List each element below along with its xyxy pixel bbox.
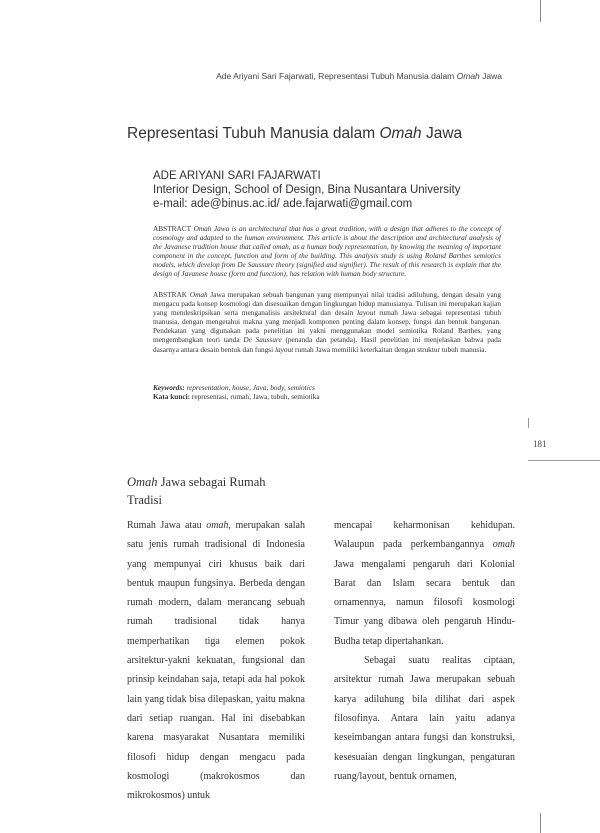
author-email: e-mail: ade@binus.ac.id/ ade.fajarwati@gmail.com xyxy=(153,198,413,210)
keywords-english xyxy=(153,383,315,392)
abstract-id-t5: rumah Jawa memiliki keterkaitan dengan struktur tubuh manusia. xyxy=(293,344,487,354)
keywords-label: Keywords: xyxy=(153,383,185,392)
author-name: ADE ARIYANI SARI FAJARWATI xyxy=(153,170,321,182)
body-paragraph xyxy=(127,516,305,805)
abstract-id-i1: Omah xyxy=(189,290,208,299)
abstract-id-t4: (penanda dan petanda). Hasil penelitian ini menjelaskan bahwa pada dasarnya antara desain bentuk dan fungsi xyxy=(153,335,501,354)
section-rest: Jawa sebagai Rumah xyxy=(157,475,266,489)
abstract-en-label: ABSTRACT xyxy=(153,224,192,233)
abstract-id-t2: Jawa merupakan sebuah bangunan yang mempunyai nilai tradisi adiluhung, dengan desain yang mengacu pada konsep kosmologi dan disesuaikan dengan lingkungan hidup manusianya. Tulisan ini merupakan kajian yang mendeskripsikan serta menganalisis arsitektural dan desain xyxy=(153,290,501,318)
body-left-t1: Rumah Jawa atau xyxy=(127,520,207,531)
paper-title xyxy=(127,125,462,143)
margin-rule xyxy=(528,460,600,461)
abstract-id-t3: rumah Jawa sebagai representasi tubuh manusia, dengan mengetahui makna yang menjadi komponen penting dalam konsep, fungsi dan bentuk bangunan. Pendekatan yang digunakan pada penelitian ini yakni menggunakan model semiotika Roland Barthes, yang mengembangkan teori tanda xyxy=(153,308,501,345)
keywords-text: representation, house, Java, body, semiotics xyxy=(184,383,315,392)
abstract-id-label: ABSTRAK xyxy=(153,290,188,299)
abstract-en-text: Omah Jawa is an architectural that has a great tradition, with a design that adheres to the concept of cosmology and adapted to the human environment. This article is about the description and architectural analysis of the Javanese tradition house that called omah, as a human body representation, by knowing the meaning of important component in the concept, function and form of the building. This analysis study is using Roland Barthes semiotics models, which develop from De Saussure theory (signified and signifier). The result of this research is explain that the design of Javanese house (form and function), has relation with human body structure. xyxy=(153,224,501,279)
body-left-i1: omah xyxy=(206,520,229,531)
margin-tick xyxy=(528,418,529,428)
abstract-indonesian xyxy=(153,290,501,354)
title-suffix: Jawa xyxy=(421,125,463,142)
body-column-right xyxy=(334,516,515,786)
header-suffix: Jawa xyxy=(479,71,502,81)
body-column-left xyxy=(127,516,305,805)
section-heading xyxy=(127,473,266,509)
body-right-p1i: omah xyxy=(492,539,515,551)
author-affiliation: Interior Design, School of Design, Bina Nusantara University xyxy=(153,184,461,196)
abstract-english xyxy=(153,224,501,279)
top-margin-line xyxy=(540,0,541,22)
keywords-indonesian xyxy=(153,392,320,401)
body-left-t2: , merupakan salah satu jenis rumah tradisional di Indonesia yang mempunyai ciri khusus baik dari bentuk maupun fungsinya. Berbeda dengan rumah modern, dalam merancang sebuah rumah tradisional tidak hanya memperhatikan tiga elemen pokok arsitektur-yakni kekuatan, fungsional dan prinsip keindahan saja, tetapi ada hal pokok lain yang tidak bisa dilepaskan, yaitu makna dari setiap ruangan. Hal ini disebabkan karena masyarakat Nusantara memiliki filosofi hidup dengan mengacu pada kosmologi (makrokosmos dan mikrokosmos) untuk xyxy=(127,520,305,802)
body-paragraph xyxy=(334,516,515,651)
header-italic: Omah xyxy=(456,71,480,81)
body-right-p1a: mencapai keharmonisan kehidupan. Walaupun pada perkembangannya xyxy=(334,520,515,551)
running-header xyxy=(216,71,502,81)
bottom-margin-line xyxy=(540,813,541,833)
section-line2: Tradisi xyxy=(127,493,162,507)
header-prefix: Ade Ariyani Sari Fajarwati, Representasi Tubuh Manusia dalam xyxy=(216,71,457,81)
abstract-id-i2: layout xyxy=(357,308,376,318)
page-number: 181 xyxy=(533,439,547,449)
kata-kunci-label: Kata kunci: xyxy=(153,392,191,401)
abstract-id-i3: De Saussure xyxy=(243,335,282,345)
title-prefix: Representasi Tubuh Manusia dalam xyxy=(127,125,380,142)
abstract-id-i4: layout xyxy=(274,344,294,354)
kata-kunci-text: representasi, rumah, Jawa, tubuh, semiotika xyxy=(190,392,320,401)
section-italic: Omah xyxy=(127,475,158,489)
body-paragraph: Sebagai suatu realitas ciptaan, arsitektur rumah Jawa merupakan sebuah karya adiluhung bila dilihat dari aspek filosofinya. Antara lain yaitu adanya keseimbangan antara fungsi dan konstruksi, kesesuaian dengan lingkungan, pengaturan ruang/layout, bentuk ornamen, xyxy=(334,655,515,782)
body-right-p1b: Jawa mengalami pengaruh dari Kolonial Barat dan Islam secara bentuk dan ornamennya, namun filosofi kosmologi Timur yang dibawa oleh pengaruh Hindu-Budha tetap dipertahankan. xyxy=(334,558,515,647)
title-italic: Omah xyxy=(379,125,422,142)
